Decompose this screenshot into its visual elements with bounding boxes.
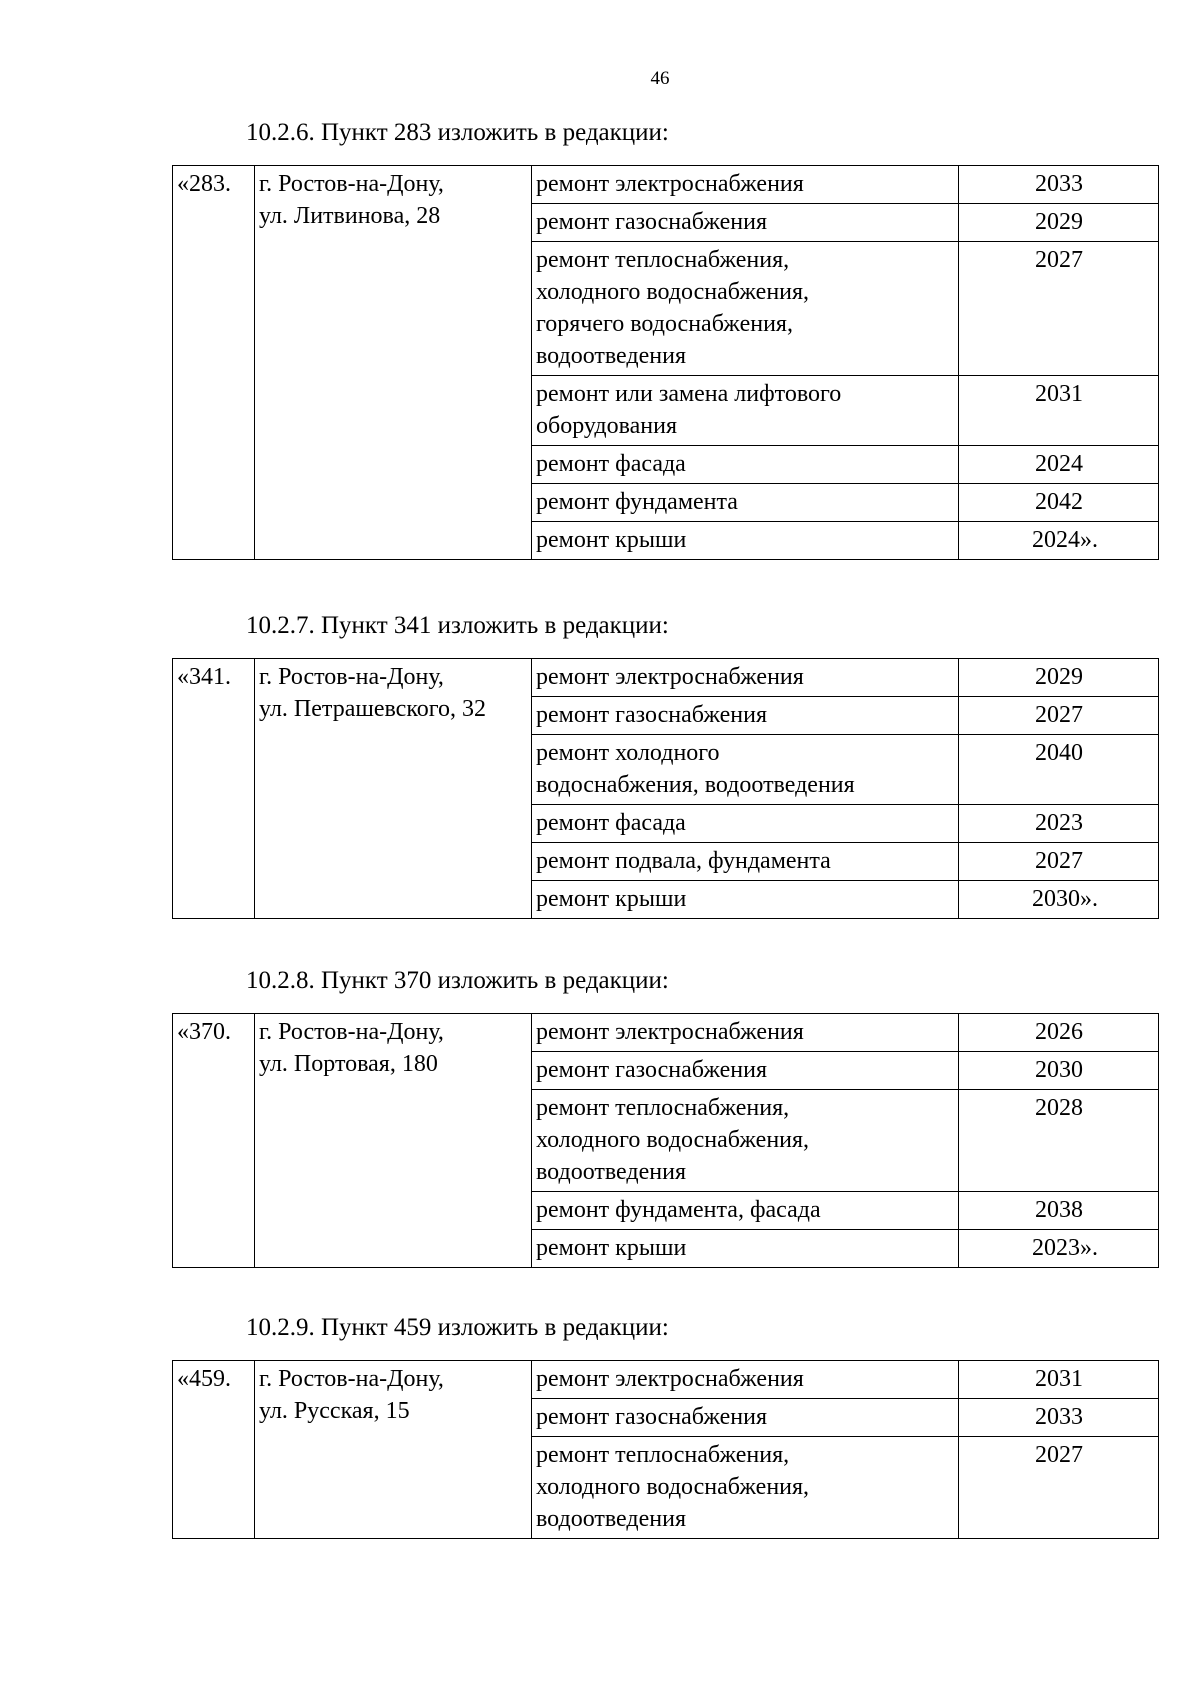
- work-name: ремонт электроснабжения: [532, 166, 959, 204]
- section-370: [172, 966, 1158, 1268]
- work-name: ремонт фундамента, фасада: [532, 1192, 959, 1230]
- work-year: 2027: [959, 697, 1159, 735]
- work-name: ремонт электроснабжения: [532, 1014, 959, 1052]
- section-459: [172, 1313, 1158, 1539]
- work-year: 2033: [959, 166, 1159, 204]
- work-year-closing: 2023».: [1032, 1235, 1098, 1261]
- works-table: [172, 165, 1159, 560]
- work-year-closing: 2024».: [1032, 527, 1098, 553]
- work-name: ремонт электроснабжения: [532, 1361, 959, 1399]
- work-name: ремонт или замена лифтового оборудования: [532, 376, 959, 446]
- section-heading: 10.2.7. Пункт 341 изложить в редакции:: [246, 612, 669, 639]
- work-name: ремонт крыши: [532, 522, 959, 560]
- section-heading: 10.2.8. Пункт 370 изложить в редакции:: [246, 967, 669, 994]
- work-name: ремонт холодного водоснабжения, водоотведения: [532, 735, 959, 805]
- work-name: ремонт подвала, фундамента: [532, 843, 959, 881]
- table-row: [173, 166, 1159, 204]
- item-number: «370.: [173, 1014, 255, 1268]
- work-year: 2040: [959, 735, 1159, 805]
- work-name: ремонт фасада: [532, 446, 959, 484]
- work-name: ремонт газоснабжения: [532, 1052, 959, 1090]
- work-year: [959, 881, 1159, 919]
- table-row: [173, 659, 1159, 697]
- item-number: «341.: [173, 659, 255, 919]
- works-table: [172, 658, 1159, 919]
- work-year: 2023: [959, 805, 1159, 843]
- work-year: 2028: [959, 1090, 1159, 1192]
- work-year: 2027: [959, 242, 1159, 376]
- table-row: [173, 1014, 1159, 1052]
- table-row: [173, 1361, 1159, 1399]
- work-name: ремонт газоснабжения: [532, 204, 959, 242]
- work-year: 2033: [959, 1399, 1159, 1437]
- section-heading: 10.2.9. Пункт 459 изложить в редакции:: [246, 1314, 669, 1341]
- page-number: 46: [650, 68, 670, 89]
- work-name: ремонт фундамента: [532, 484, 959, 522]
- section-341: [172, 611, 1158, 919]
- works-table: [172, 1013, 1159, 1268]
- work-year: 2038: [959, 1192, 1159, 1230]
- work-name: ремонт крыши: [532, 1230, 959, 1268]
- work-name: ремонт газоснабжения: [532, 1399, 959, 1437]
- works-table: [172, 1360, 1159, 1539]
- work-year: 2024: [959, 446, 1159, 484]
- section-heading: 10.2.6. Пункт 283 изложить в редакции:: [246, 119, 669, 146]
- work-name: ремонт теплоснабжения, холодного водоснабжения, горячего водоснабжения, водоотведения: [532, 242, 959, 376]
- item-address: г. Ростов-на-Дону, ул. Петрашевского, 32: [255, 659, 532, 919]
- item-number: «283.: [173, 166, 255, 560]
- work-year-closing: 2030».: [1032, 886, 1098, 912]
- work-name: ремонт электроснабжения: [532, 659, 959, 697]
- work-year: 2031: [959, 1361, 1159, 1399]
- work-year: 2029: [959, 659, 1159, 697]
- work-year: 2027: [959, 1437, 1159, 1539]
- work-name: ремонт фасада: [532, 805, 959, 843]
- item-number: «459.: [173, 1361, 255, 1539]
- item-address: г. Ростов-на-Дону, ул. Портовая, 180: [255, 1014, 532, 1268]
- work-year: 2042: [959, 484, 1159, 522]
- work-year: [959, 1230, 1159, 1268]
- work-year: 2026: [959, 1014, 1159, 1052]
- work-name: ремонт крыши: [532, 881, 959, 919]
- work-name: ремонт теплоснабжения, холодного водоснабжения, водоотведения: [532, 1090, 959, 1192]
- item-address: г. Ростов-на-Дону, ул. Литвинова, 28: [255, 166, 532, 560]
- work-name: ремонт теплоснабжения, холодного водоснабжения, водоотведения: [532, 1437, 959, 1539]
- work-year: 2027: [959, 843, 1159, 881]
- work-year: 2029: [959, 204, 1159, 242]
- item-address: г. Ростов-на-Дону, ул. Русская, 15: [255, 1361, 532, 1539]
- work-year: [959, 522, 1159, 560]
- work-name: ремонт газоснабжения: [532, 697, 959, 735]
- work-year: 2030: [959, 1052, 1159, 1090]
- section-283: [172, 118, 1158, 560]
- work-year: 2031: [959, 376, 1159, 446]
